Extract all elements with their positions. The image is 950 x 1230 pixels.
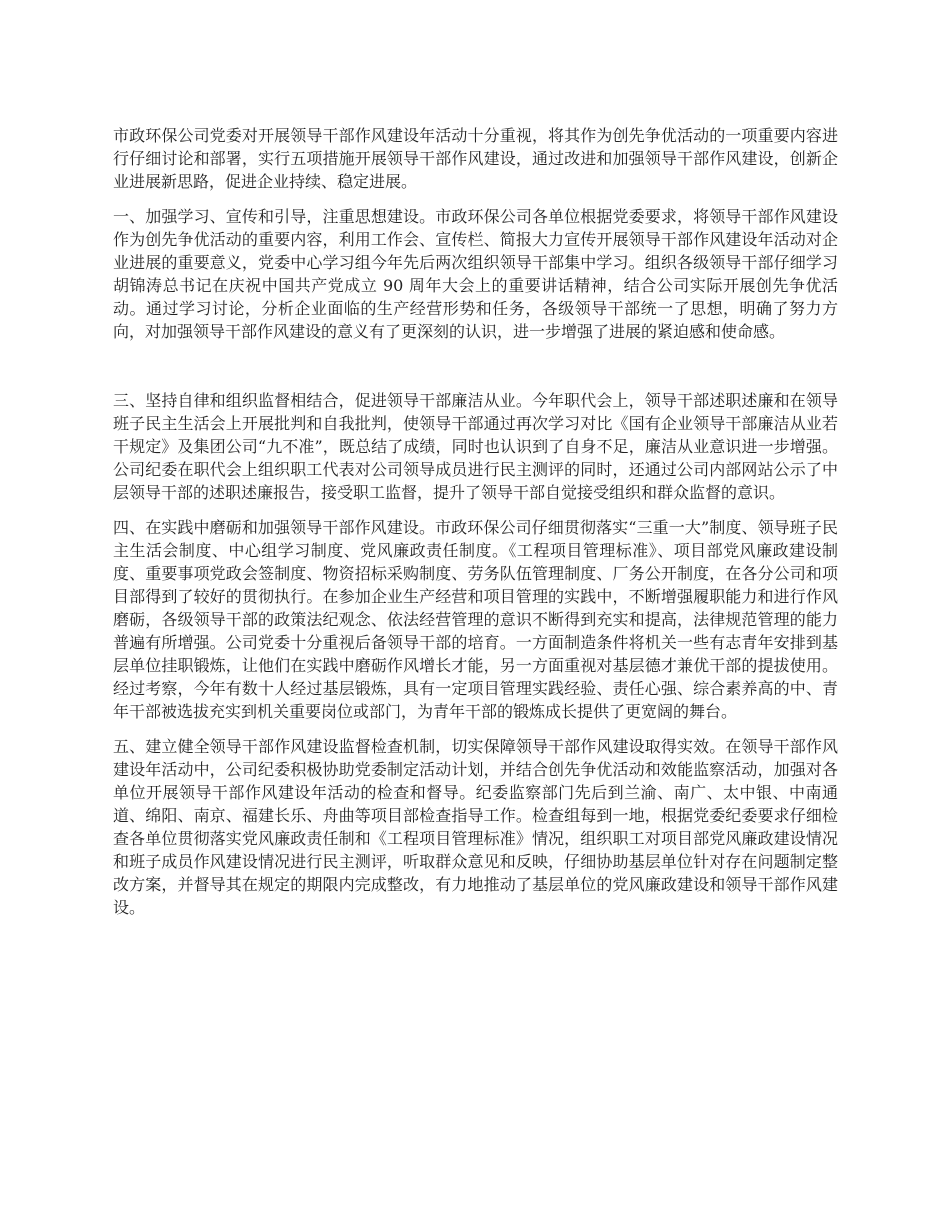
paragraph-section-4: 四、在实践中磨砺和加强领导干部作风建设。市政环保公司仔细贯彻落实“三重一大”制度、领导班子民主生活会制度、中心组学习制度、党风廉政责任制度。《工程项目管理标准》、项目部党风廉政建设制度、重要事项党政会签制度、物资招标采购制度、劳务队伍管理制度、厂务公开制度，在各分公司和项目部得到了较好的贯彻执行。在参加企业生产经营和项目管理的实践中，不断增强履职能力和进行作风磨砺，各级领导干部的政策法纪观念、依法经营管理的意识不断得到充实和提高，法律规范管理的能力普遍有所增强。公司党委十分重视后备领导干部的培育。一方面制造条件将机关一些有志青年安排到基层单位挂职锻炼，让他们在实践中磨砺作风增长才能，另一方面重视对基层德才兼优干部的提拔使用。经过考察，今年有数十人经过基层锻炼，具有一定项目管理实践经验、责任心强、综合素养高的中、青年干部被选拔充实到机关重要岗位或部门，为青年干部的锻炼成长提供了更宽阔的舞台。 <box>113 518 838 721</box>
paragraph-intro: 市政环保公司党委对开展领导干部作风建设年活动十分重视，将其作为创先争优活动的一项重要内容进行仔细讨论和部署，实行五项措施开展领导干部作风建设，通过改进和加强领导干部作风建设，创新企业进展新思路，促进企业持续、稳定进展。 <box>113 126 838 191</box>
paragraph-section-1: 一、加强学习、宣传和引导，注重思想建设。市政环保公司各单位根据党委要求，将领导干部作风建设作为创先争优活动的重要内容，利用工作会、宣传栏、简报大力宣传开展领导干部作风建设年活动对企业进展的重要意义，党委中心学习组今年先后两次组织领导干部集中学习。组织各级领导干部仔细学习胡锦涛总书记在庆祝中国共产党成立 90 周年大会上的重要讲话精神，结合公司实际开展创先争优活动。通过学习讨论，分析企业面临的生产经营形势和任务，各级领导干部统一了思想，明确了努力方向，对加强领导干部作风建设的意义有了更深刻的认识，进一步增强了进展的紧迫感和使命感。 <box>113 207 838 341</box>
paragraph-section-5: 五、建立健全领导干部作风建设监督检查机制，切实保障领导干部作风建设取得实效。在领导干部作风建设年活动中，公司纪委积极协助党委制定活动计划，并结合创先争优活动和效能监察活动，加强对各单位开展领导干部作风建设年活动的检查和督导。纪委监察部门先后到兰渝、南广、太中银、中南通道、绵阳、南京、福建长乐、舟曲等项目部检查指导工作。检查组每到一地，根据党委纪委要求仔细检查各单位贯彻落实党风廉政责任制和《工程项目管理标准》情况，组织职工对项目部党风廉政建设情况和班子成员作风建设情况进行民主测评，听取群众意见和反映，仔细协助基层单位针对存在问题制定整改方案，并督导其在规定的期限内完成整改，有力地推动了基层单位的党风廉政建设和领导干部作风建设。 <box>113 737 838 917</box>
document-body <box>113 124 838 931</box>
paragraph-section-3: 三、坚持自律和组织监督相结合，促进领导干部廉洁从业。今年职代会上，领导干部述职述廉和在领导班子民主生活会上开展批判和自我批判，使领导干部通过再次学习对比《国有企业领导干部廉洁从业若干规定》及集团公司“九不准”，既总结了成绩，同时也认识到了自身不足，廉洁从业意识进一步增强。公司纪委在职代会上组织职工代表对公司领导成员进行民主测评的同时，还通过公司内部网站公示了中层领导干部的述职述廉报告，接受职工监督，提升了领导干部自觉接受组织和群众监督的意识。 <box>113 391 838 502</box>
